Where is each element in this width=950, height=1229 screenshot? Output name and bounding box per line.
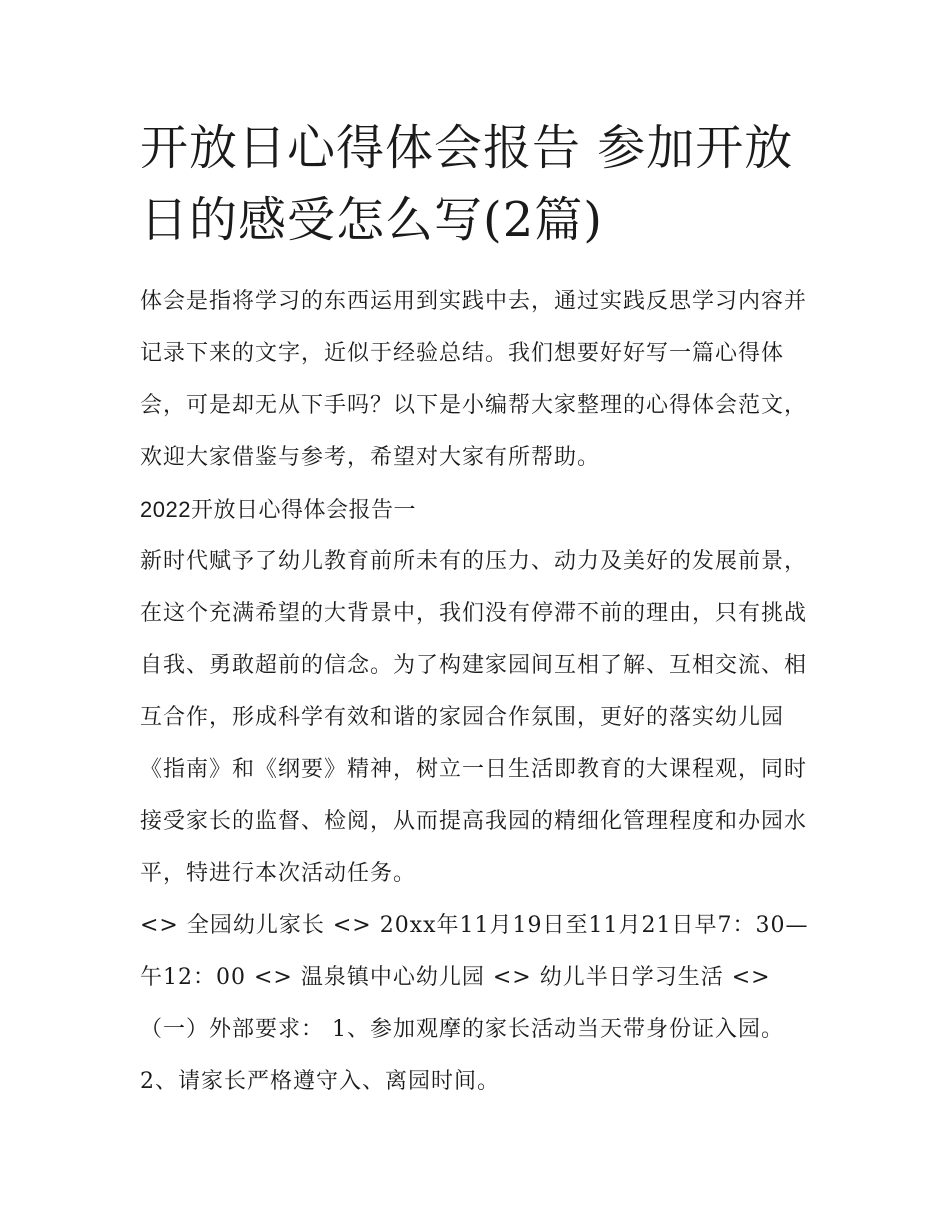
document-title: 开放日心得体会报告 参加开放日的感受怎么写(2篇) <box>140 120 794 248</box>
body-paragraph-3: （一）外部要求： 1、参加观摩的家长活动当天带身份证入园。 2、请家长严格遵守入、离园时间。 <box>140 1017 784 1094</box>
intro-paragraph: 体会是指将学习的东西运用到实践中去，通过实践反思学习内容并记录下来的文字，近似于经验总结。我们想要好好写一篇心得体会，可是却无从下手吗？以下是小编帮大家整理的心得体会范文，欢迎大家借鉴与参考，希望对大家有所帮助。 <box>140 289 808 470</box>
body-paragraph-2: <> 全园幼儿家长 <> 20xx年11月19日至11月21日早7：30—午12：00 <> 温泉镇中心幼儿园 <> 幼儿半日学习生活 <> <box>140 913 809 990</box>
document-body <box>140 276 820 1108</box>
body-paragraph-1: 新时代赋予了幼儿教育前所未有的压力、动力及美好的发展前景，在这个充满希望的大背景中，我们没有停滞不前的理由，只有挑战自我、勇敢超前的信念。为了构建家园间互相了解、互相交流、相互合作，形成科学有效和谐的家园合作氛围，更好的落实幼儿园《指南》和《纲要》精神，树立一日生活即教育的大课程观，同时接受家长的监督、检阅，从而提高我园的精细化管理程度和办园水平，特进行本次活动任务。 <box>140 549 808 886</box>
section-heading: 2022开放日心得体会报告一 <box>140 497 416 522</box>
